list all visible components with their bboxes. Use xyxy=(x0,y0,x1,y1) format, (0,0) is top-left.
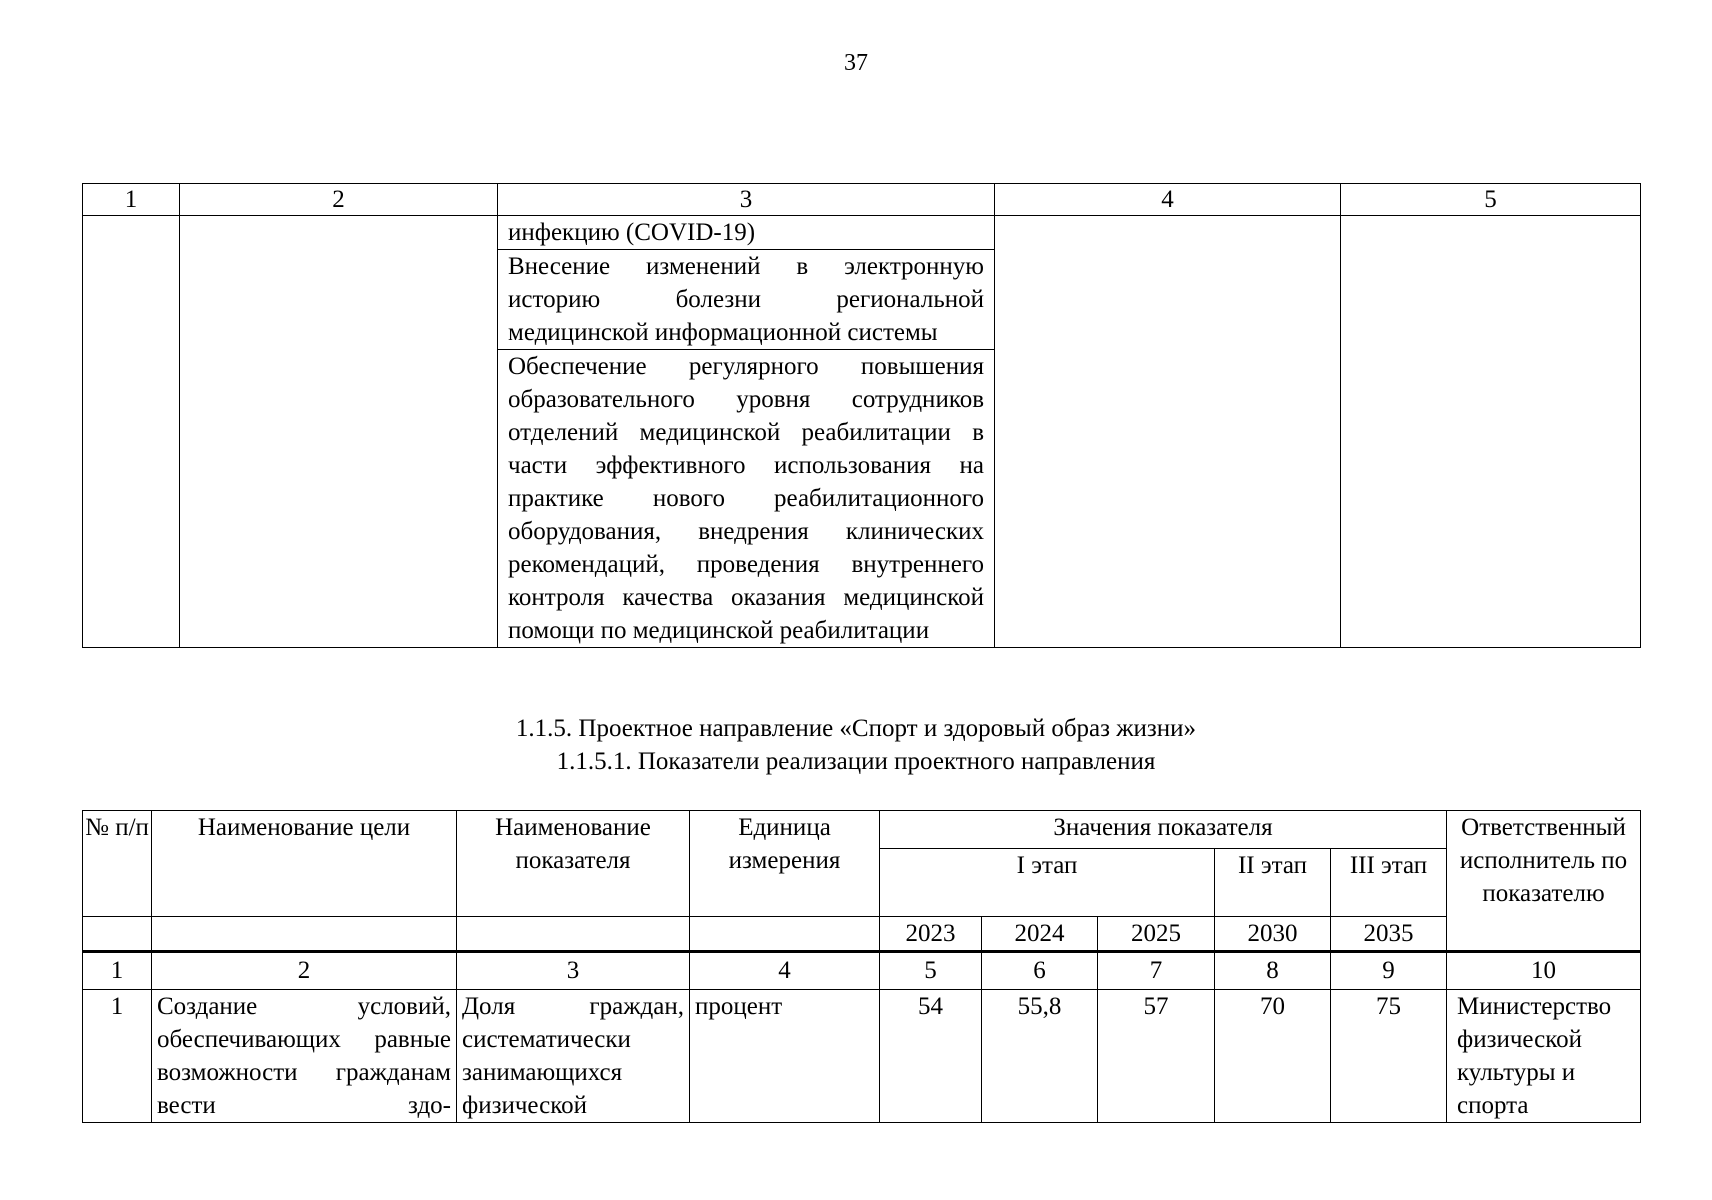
row-indicator: Доля граждан, систематически занимающихся физической xyxy=(457,990,690,1123)
table1-header-cell: 4 xyxy=(995,184,1341,216)
header-spacer xyxy=(152,917,457,952)
table1-cell-empty xyxy=(1341,216,1641,648)
row-goal: Создание условий, обеспечивающих равные возможности гражданам вести здо- xyxy=(152,990,457,1123)
col-number: 4 xyxy=(690,952,880,990)
col-number: 1 xyxy=(83,952,152,990)
header-stage-1: I этап xyxy=(880,849,1215,917)
header-year: 2024 xyxy=(982,917,1098,952)
row-unit: процент xyxy=(690,990,880,1123)
header-responsible: Ответственный исполнитель по показателю xyxy=(1447,811,1641,952)
table1-cell-empty xyxy=(83,216,180,648)
col-number: 7 xyxy=(1098,952,1215,990)
table1-body-row xyxy=(83,216,1641,648)
activity-item: Обеспечение регулярного повышения образовательного уровня сотрудников отделений медицинской реабилитации в части эффективного использования на практике нового реабилитационного оборудования, внедрения клинических рекомендаций, проведения внутреннего контроля качества оказания медицинской помощи по медицинской реабилитации xyxy=(508,353,984,644)
row-value-2030: 70 xyxy=(1215,990,1331,1123)
continuation-table xyxy=(82,183,1641,648)
header-stage-2: II этап xyxy=(1215,849,1331,917)
row-number: 1 xyxy=(83,990,152,1123)
row-responsible: Министерство физической культуры и спорта xyxy=(1447,990,1641,1123)
header-year: 2035 xyxy=(1331,917,1447,952)
col-number: 8 xyxy=(1215,952,1331,990)
table1-header-cell: 5 xyxy=(1341,184,1641,216)
header-goal: Наименование цели xyxy=(152,811,457,917)
header-unit: Единица измерения xyxy=(690,811,880,917)
row-value-2025: 57 xyxy=(1098,990,1215,1123)
header-stage-3: III этап xyxy=(1331,849,1447,917)
header-spacer xyxy=(690,917,880,952)
col-number: 3 xyxy=(457,952,690,990)
header-year: 2025 xyxy=(1098,917,1215,952)
table1-header-cell: 2 xyxy=(180,184,498,216)
section-headings xyxy=(0,712,1712,778)
col-number: 5 xyxy=(880,952,982,990)
row-value-2035: 75 xyxy=(1331,990,1447,1123)
page-number: 37 xyxy=(844,50,868,76)
section-heading: 1.1.5. Проектное направление «Спорт и здоровый образ жизни» xyxy=(515,715,1197,742)
table1-header-cell: 3 xyxy=(498,184,995,216)
col-number: 6 xyxy=(982,952,1098,990)
table1-header-cell: 1 xyxy=(83,184,180,216)
header-spacer xyxy=(83,917,152,952)
activity-item: инфекцию (COVID-19) xyxy=(498,216,994,250)
row-value-2024: 55,8 xyxy=(982,990,1098,1123)
row-value-2023: 54 xyxy=(880,990,982,1123)
header-num: № п/п xyxy=(83,811,152,917)
table2-header-row xyxy=(83,811,1641,849)
header-indicator: Наименование показателя xyxy=(457,811,690,917)
header-year: 2023 xyxy=(880,917,982,952)
header-values: Значения показателя xyxy=(880,811,1447,849)
section-subheading: 1.1.5.1. Показатели реализации проектного направления xyxy=(556,748,1156,775)
header-spacer xyxy=(457,917,690,952)
col-number: 2 xyxy=(152,952,457,990)
table1-cell-empty xyxy=(180,216,498,648)
table-row xyxy=(83,990,1641,1123)
table1-activities-cell xyxy=(498,216,995,648)
col-number: 9 xyxy=(1331,952,1447,990)
col-number: 10 xyxy=(1447,952,1641,990)
table2-column-numbers xyxy=(83,952,1641,990)
header-year: 2030 xyxy=(1215,917,1331,952)
indicators-table xyxy=(82,810,1641,1123)
activity-item: Внесение изменений в электронную историю болезни региональной медицинской информационной системы xyxy=(498,250,994,350)
table1-header-row xyxy=(83,184,1641,216)
table1-cell-empty xyxy=(995,216,1341,648)
